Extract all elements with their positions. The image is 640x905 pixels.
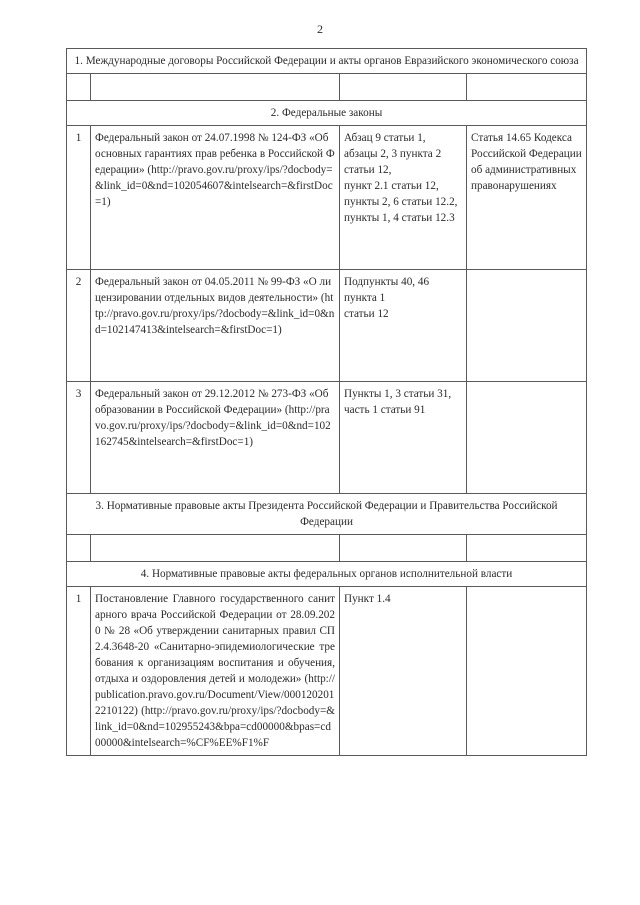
liability-cell [467,382,587,494]
table-row [67,587,587,756]
provision-line: Подпункты 40, 46 пункта 1 [344,276,430,304]
section-header-row [67,562,587,587]
provisions-cell [340,270,467,382]
row-number: 1 [67,126,91,270]
liability-cell: Статья 14.65 Кодекса Российской Федерации об административных правонарушениях [467,126,587,270]
provision-line: Пункт 1.4 [344,593,391,605]
table-row [67,270,587,382]
provision-line: абзацы 2, 3 пункта 2 статьи 12, [344,148,442,176]
row-number: 3 [67,382,91,494]
page-number: 2 [317,22,323,36]
row-number: 2 [67,270,91,382]
act-citation: Федеральный закон от 24.07.1998 № 124-ФЗ «Об основных гарантиях прав ребенка в Российской Федерации» (http://pravo.gov.ru/proxy/ips/?docbody=&link_id=0&nd=102054607&intelsearch=&firstDoc=1) [91,126,340,270]
row-number: 1 [67,587,91,756]
section-title: 2. Федеральные законы [67,101,587,126]
liability-cell [467,587,587,756]
section-title: 1. Международные договоры Российской Федерации и акты органов Евразийского экономического союза [67,49,587,74]
act-citation: Постановление Главного государственного санитарного врача Российской Федерации от 28.09.2020 № 28 «Об утверждении санитарных правил СП 2.4.3648-20 «Санитарно-эпидемиологические требования к организациям воспитания и обучения, отдыха и оздоровления детей и молодежи» (http://publication.pravo.gov.ru/Document/View/0001202012210122) (http://pravo.gov.ru/proxy/ips/?docbody=&link_id=0&nd=102955243&bpa=cd00000&bpas=cd00000&intelsearch=%CF%EE%F1%F [91,587,340,756]
empty-row [67,74,587,101]
provision-line: пункт 2.1 статьи 12, [344,180,439,192]
provision-line: Пункты 1, 3 статьи 31, [344,388,452,400]
section-title: 4. Нормативные правовые акты федеральных органов исполнительной власти [67,562,587,587]
liability-cell [467,270,587,382]
requirements-table [66,48,587,756]
act-citation: Федеральный закон от 29.12.2012 № 273-ФЗ «Об образовании в Российской Федерации» (http://pravo.gov.ru/proxy/ips/?docbody=&link_id=0&nd=102162745&intelsearch=&firstDoc=1) [91,382,340,494]
table-row [67,382,587,494]
act-citation: Федеральный закон от 04.05.2011 № 99-ФЗ «О лицензировании отдельных видов деятельности» (http://pravo.gov.ru/proxy/ips/?docbody=&link_id=0&nd=102147413&intelsearch=&firstDoc=1) [91,270,340,382]
provision-line: Абзац 9 статьи 1, [344,132,426,144]
section-header-row [67,494,587,535]
section-title: 3. Нормативные правовые акты Президента Российской Федерации и Правительства Российской Федерации [67,494,587,535]
provisions-cell [340,126,467,270]
provisions-cell [340,382,467,494]
section-header-row [67,49,587,74]
table-row [67,126,587,270]
provisions-cell [340,587,467,756]
section-header-row [67,101,587,126]
empty-row [67,535,587,562]
provision-line: пункты 1, 4 статьи 12.3 [344,212,455,224]
provision-line: статьи 12 [344,308,389,320]
provision-line: пункты 2, 6 статьи 12.2, [344,196,458,208]
provision-line: часть 1 статьи 91 [344,404,426,416]
